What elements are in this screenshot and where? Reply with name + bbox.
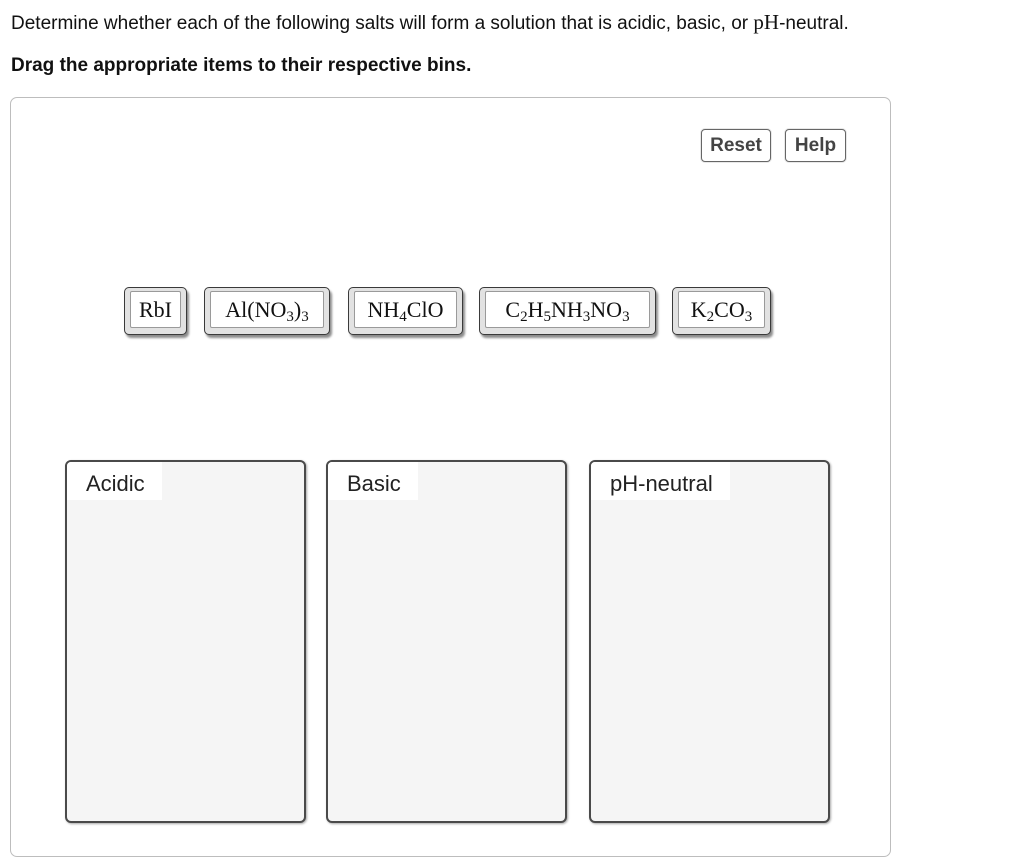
item-label: $C_2H_5NH_3NO_3$ <box>485 291 650 328</box>
question-text-end: -neutral. <box>779 13 849 34</box>
item-label: $K_2CO_3$ <box>678 291 765 328</box>
bin-label-ph-neutral: pH-neutral <box>591 462 730 500</box>
draggable-item-aluminum-nitrate[interactable] <box>204 287 330 335</box>
draggable-item-rbi[interactable] <box>124 287 187 335</box>
item-label: $Al(NO_3)_3$ <box>210 291 324 328</box>
question-text-start: Determine whether each of the following salts will form a solution that is acidic, basic, or <box>11 13 754 34</box>
bin-acidic[interactable] <box>65 460 306 823</box>
draggable-item-ethylammonium-nitrate[interactable] <box>479 287 656 335</box>
item-label: RbI <box>130 291 181 328</box>
item-label: $NH_4ClO$ <box>354 291 457 328</box>
question-math-ph: pH <box>753 10 780 34</box>
help-button[interactable]: Help <box>785 129 846 162</box>
question-text <box>11 9 849 37</box>
bin-ph-neutral[interactable] <box>589 460 830 823</box>
instruction-text: Drag the appropriate items to their respective bins. <box>11 55 472 76</box>
bin-label-basic: Basic <box>328 462 418 500</box>
draggable-item-potassium-carbonate[interactable] <box>672 287 771 335</box>
draggable-item-ammonium-hypochlorite[interactable] <box>348 287 463 335</box>
bin-basic[interactable] <box>326 460 567 823</box>
reset-button[interactable]: Reset <box>701 129 771 162</box>
bin-label-acidic: Acidic <box>67 462 162 500</box>
